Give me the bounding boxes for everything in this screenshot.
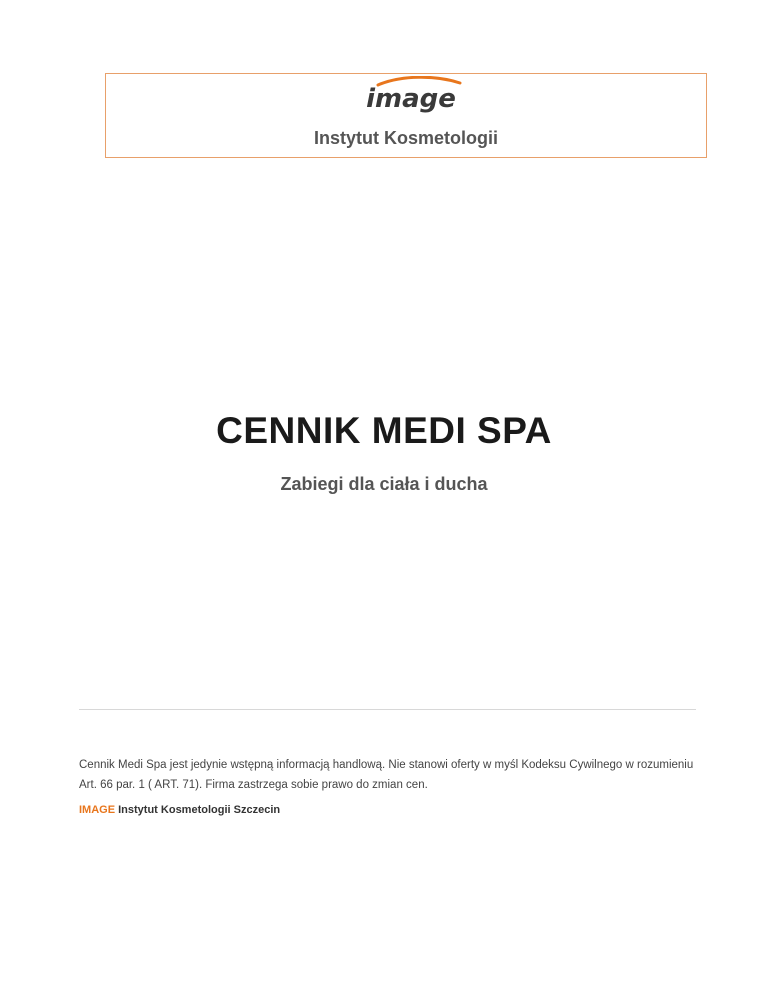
disclaimer-text: Cennik Medi Spa jest jedynie wstępną informacją handlową. Nie stanowi oferty w myśl Kodeksu Cywilnego w rozumieniu Art. 66 par. 1 ( ART. 71). Firma zastrzega sobie prawo do zmian cen.: [79, 759, 694, 791]
page-subtitle: Zabiegi dla ciała i ducha: [280, 474, 488, 494]
divider: [79, 709, 696, 710]
logo-text: image: [366, 84, 456, 114]
header-box: [105, 73, 707, 158]
footer-text: Instytut Kosmetologii Szczecin: [118, 804, 281, 816]
page-title: CENNIK MEDI SPA: [216, 410, 552, 451]
image-logo-graphic: [356, 76, 466, 116]
footer-line: [79, 804, 280, 816]
image-logo: [356, 76, 466, 116]
footer-brand: IMAGE: [79, 804, 116, 816]
header-subtitle: Instytut Kosmetologii: [314, 128, 498, 148]
